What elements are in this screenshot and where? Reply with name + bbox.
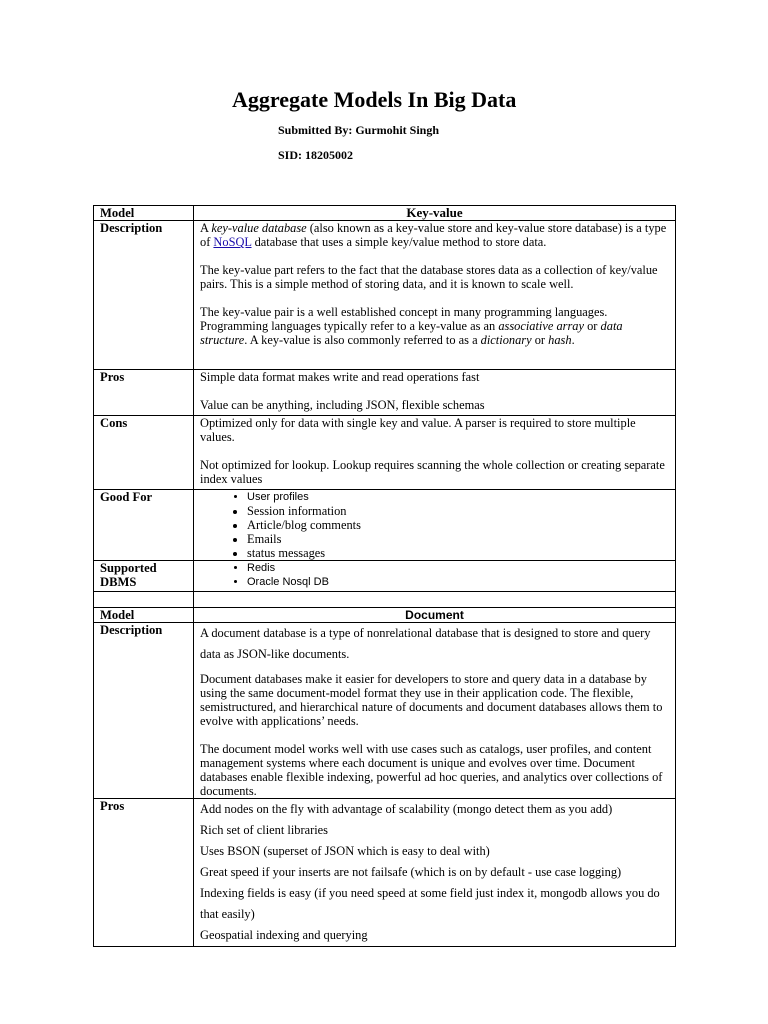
submitted-by: Submitted By: Gurmohit Singh [278,123,440,137]
kv-dbms-row [94,561,676,592]
student-id: SID: 18205002 [278,148,354,162]
doc-description-row [94,623,676,799]
doc-description-cell [194,623,676,799]
list-item: • Session information [247,504,669,518]
spacer-row [94,592,676,608]
text-span: database that uses a simple key/value method to store data. [251,235,547,249]
kv-dbms-label: Supported DBMS [94,561,194,592]
text-span: The key-value pair is a well established concept in many programming languages. Programming languages typically refer to a key-value as an [200,305,608,333]
spacer-cell [94,592,194,608]
emphasis-text: hash [548,333,572,347]
kv-cons-item: Optimized only for data with single key and value. A parser is required to store multiple values. [200,416,636,444]
doc-pros-item: Great speed if your inserts are not failsafe (which is on by default - use case logging) [200,865,622,879]
doc-pros-item: Uses BSON (superset of JSON which is easy to deal with) [200,844,490,858]
doc-pros-label: Pros [94,799,194,947]
kv-cons-label: Cons [94,416,194,490]
doc-pros-item: Indexing fields is easy (if you need speed at some field just index it, mongodb allows you do that easily) [200,886,660,921]
kv-goodfor-row [94,490,676,561]
goodfor-list [200,490,669,560]
text-span: or [584,319,601,333]
list-item: • Redis [247,561,669,575]
kv-pros-item: Simple data format makes write and read operations fast [200,370,480,384]
text-span: or [531,333,549,347]
models-table [93,205,676,947]
kv-model-row [94,206,676,221]
kv-goodfor-cell [194,490,676,561]
kv-description-p1 [200,221,669,249]
list-item: • Emails [247,532,669,546]
emphasis-text: dictionary [480,333,532,347]
text-span: A [200,221,212,235]
doc-model-label: Model [94,608,194,623]
text-span: . A key-value is also commonly referred to as a [244,333,481,347]
spacer-cell [194,592,676,608]
kv-cons-row [94,416,676,490]
emphasis-text: associative array [498,319,585,333]
kv-pros-cell [194,370,676,416]
kv-dbms-cell [194,561,676,592]
kv-goodfor-label: Good For [94,490,194,561]
kv-pros-label: Pros [94,370,194,416]
kv-pros-item: Value can be anything, including JSON, flexible schemas [200,398,485,412]
nosql-link[interactable]: NoSQL [213,235,252,249]
kv-description-row [94,221,676,370]
kv-description-cell [194,221,676,370]
doc-description-p1: A document database is a type of nonrelational database that is designed to store and query data as JSON-like documents. [200,626,651,661]
list-item: • Article/blog comments [247,518,669,532]
emphasis-text: key-value database [211,221,307,235]
doc-pros-row [94,799,676,947]
doc-description-p3: The document model works well with use cases such as catalogs, user profiles, and content management systems where each document is unique and evolves over time. Document databases enable flexible indexing, powerful ad hoc queries, and analytics over collections of documents. [200,742,663,798]
dbms-list [200,561,669,589]
emphasis-text: data structure [200,319,623,347]
doc-model-value: Document [194,608,676,623]
list-item: • Oracle Nosql DB [247,575,669,589]
kv-model-label: Model [94,206,194,221]
kv-cons-cell [194,416,676,490]
kv-description-p3 [200,305,669,347]
list-item: • status messages [247,546,669,560]
document-title: Aggregate Models In Big Data [232,87,517,112]
text-span: (also known as a key-value store and key-value store database) is a type of [200,221,667,249]
kv-pros-row [94,370,676,416]
text-span: . [571,333,575,347]
doc-model-row [94,608,676,623]
doc-pros-item: Geospatial indexing and querying [200,928,368,942]
doc-description-label: Description [94,623,194,799]
doc-pros-item: Add nodes on the fly with advantage of scalability (mongo detect them as you add) [200,802,613,816]
list-item: • User profiles [247,490,669,504]
kv-description-label: Description [94,221,194,370]
doc-pros-cell [194,799,676,947]
kv-description-p2: The key-value part refers to the fact that the database stores data as a collection of key/value pairs. This is a simple method of storing data, and it is known to scale well. [200,263,658,291]
kv-cons-item: Not optimized for lookup. Lookup requires scanning the whole collection or creating separate index values [200,458,665,486]
kv-model-value: Key-value [194,206,676,221]
doc-description-p2: Document databases make it easier for developers to store and query data in a database by using the same document-model format they use in their application code. The flexible, semistructured, and hierarchical nature of documents and document databases allows them to evolve with applications’ needs. [200,672,663,728]
doc-pros-item: Rich set of client libraries [200,823,328,837]
